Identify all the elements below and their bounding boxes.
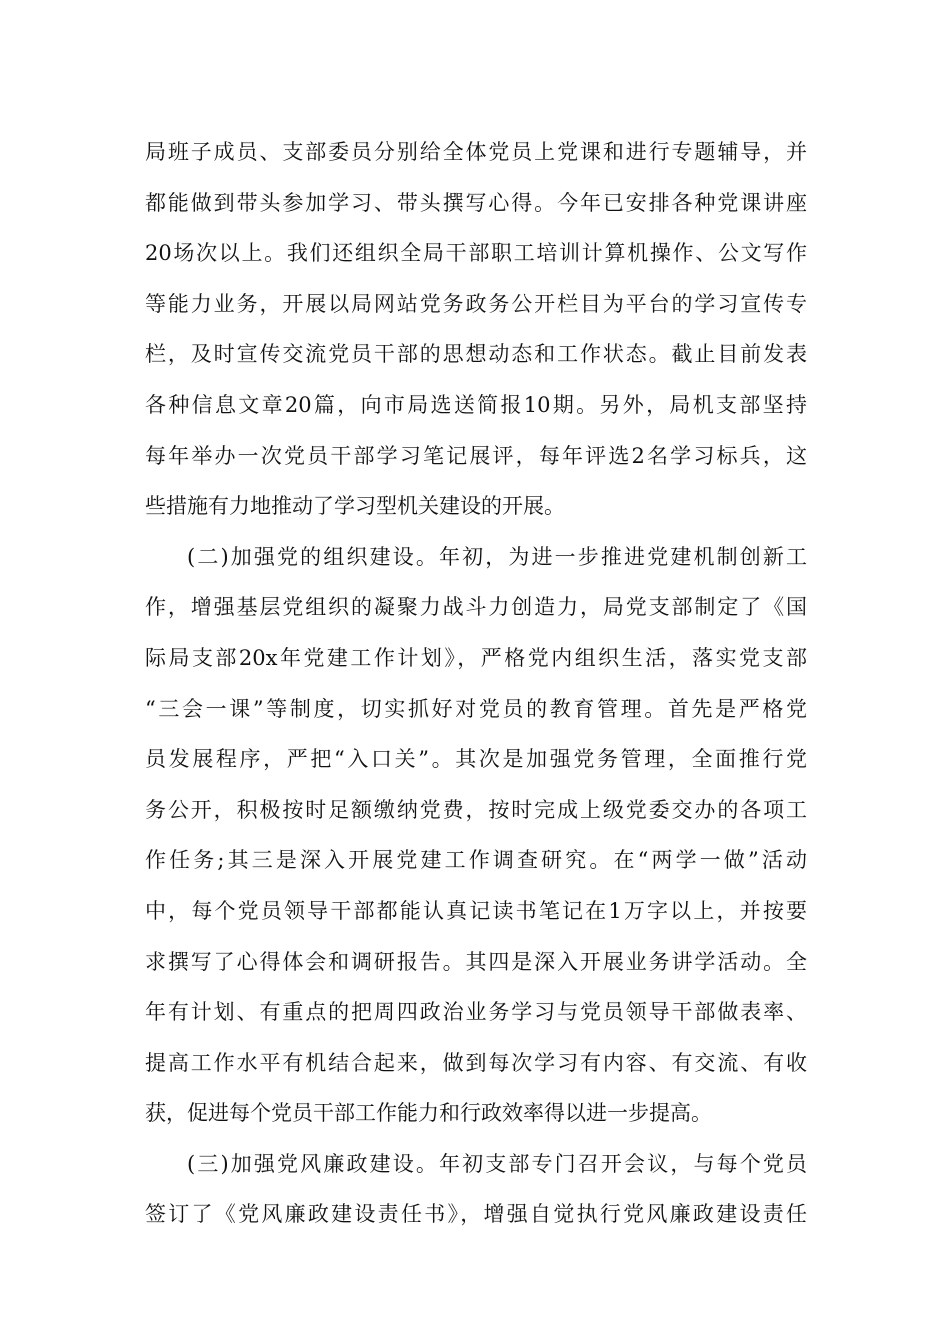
text-line: 每年举办一次党员干部学习笔记展评，每年评选2名学习标兵，这 <box>145 443 807 468</box>
text-line: 局班子成员、支部委员分别给全体党员上党课和进行专题辅导，并 <box>145 140 807 164</box>
text-line: 作，增强基层党组织的凝聚力战斗力创造力，局党支部制定了《国 <box>145 595 807 620</box>
text-line: 中，每个党员领导干部都能认真记读书笔记在1万字以上，并按要 <box>145 898 807 923</box>
text-line: 年有计划、有重点的把周四政治业务学习与党员领导干部做表率、 <box>145 1000 807 1025</box>
text-line: 员发展程序，严把“入口关”。其次是加强党务管理，全面推行党 <box>145 747 807 772</box>
text-line: 作任务;其三是深入开展党建工作调查研究。在“两学一做”活动 <box>145 848 807 873</box>
text-line: 务公开，积极按时足额缴纳党费，按时完成上级党委交办的各项工 <box>145 797 807 822</box>
text-line: 提高工作水平有机结合起来，做到每次学习有内容、有交流、有收 <box>145 1050 807 1075</box>
body-text <box>145 127 807 1240</box>
text-line: 签订了《党风廉政建设责任书》，增强自觉执行党风廉政建设责任 <box>145 1202 807 1227</box>
section-heading-line: (三)加强党风廉政建设。年初支部专门召开会议，与每个党员 <box>187 1151 807 1176</box>
text-line: 等能力业务，开展以局网站党务政务公开栏目为平台的学习宣传专 <box>145 291 807 316</box>
text-line: 20场次以上。我们还组织全局干部职工培训计算机操作、公文写作 <box>145 241 807 266</box>
section-heading-line: (二)加强党的组织建设。年初，为进一步推进党建机制创新工 <box>187 544 807 569</box>
text-line: 栏，及时宣传交流党员干部的思想动态和工作状态。截止目前发表 <box>145 342 807 367</box>
text-line: “三会一课”等制度，切实抓好对党员的教育管理。首先是严格党 <box>145 696 807 721</box>
text-line: 些措施有力地推动了学习型机关建设的开展。 <box>145 494 565 519</box>
text-line: 各种信息文章20篇，向市局选送简报10期。另外，局机支部坚持 <box>145 392 807 417</box>
text-line: 获，促进每个党员干部工作能力和行政效率得以进一步提高。 <box>145 1101 712 1126</box>
text-line: 际局支部20x年党建工作计划》，严格党内组织生活，落实党支部 <box>145 645 807 670</box>
text-line: 都能做到带头参加学习、带头撰写心得。今年已安排各种党课讲座 <box>145 190 807 215</box>
text-line: 求撰写了心得体会和调研报告。其四是深入开展业务讲学活动。全 <box>145 949 807 974</box>
